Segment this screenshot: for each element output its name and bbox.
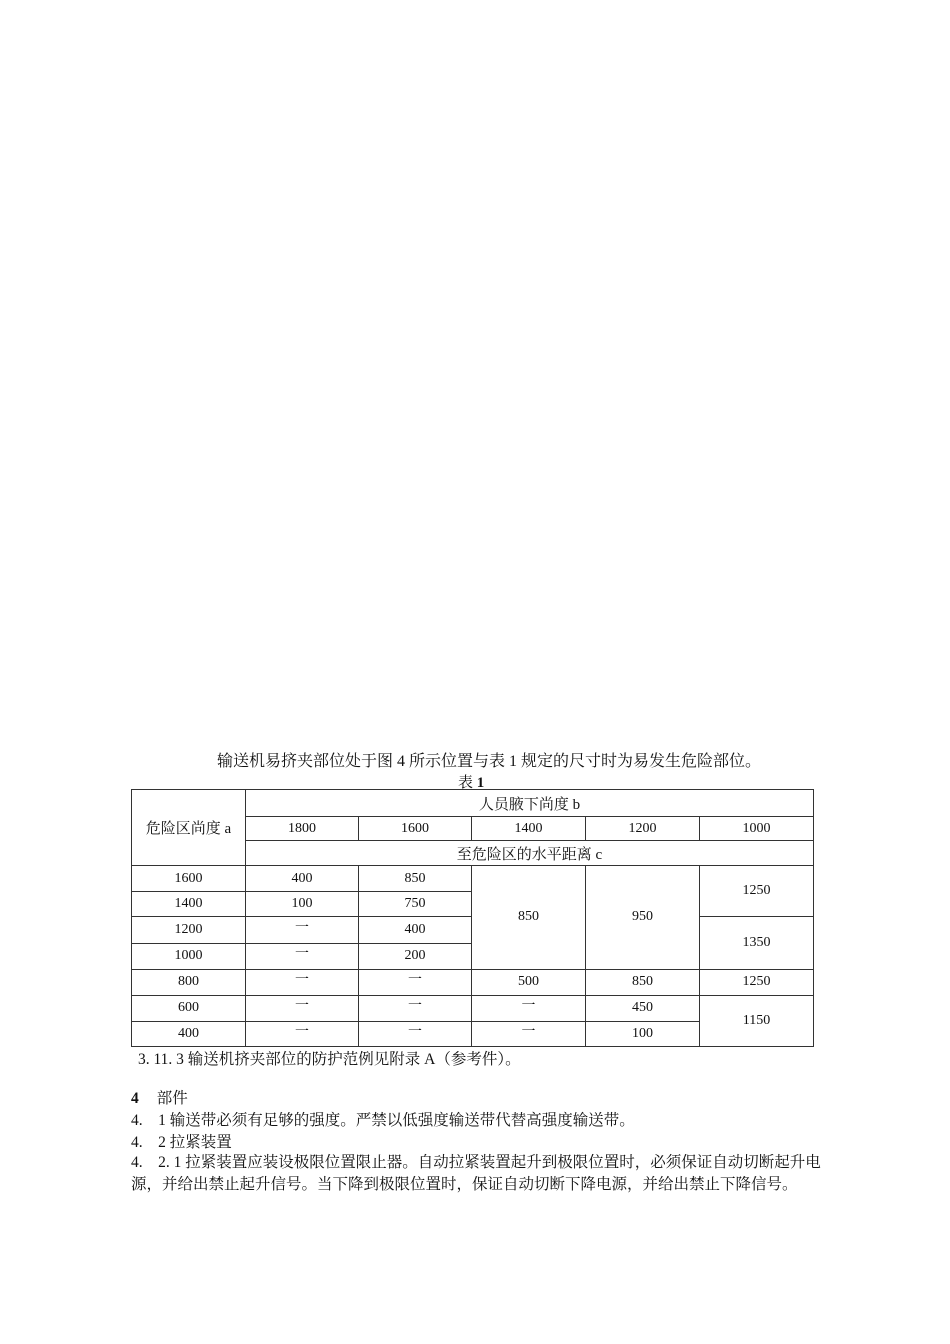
b-value-cell: 1200 — [586, 817, 700, 841]
table-caption-number: 1 — [476, 775, 485, 791]
dash-mark: 一 — [521, 999, 536, 1015]
table-cell — [359, 1021, 472, 1046]
table-cell: 850 — [359, 866, 472, 892]
dash-mark: 一 — [295, 973, 309, 989]
merged-cell: 950 — [586, 866, 700, 969]
note-3-11-3: 3. 11. 3 输送机挤夹部位的防护范例见附录 A（参考件）。 — [138, 1051, 521, 1068]
table-cell — [359, 995, 472, 1021]
section-title: 部件 — [156, 1090, 188, 1107]
table-cell: 100 — [586, 1021, 700, 1046]
merged-cell: 1350 — [700, 917, 814, 969]
a-value-cell: 400 — [132, 1021, 246, 1046]
a-value-cell: 1600 — [132, 866, 246, 892]
section-number: 4 — [131, 1090, 139, 1107]
a-value-cell: 1400 — [132, 892, 246, 917]
dash-mark: 一 — [295, 947, 309, 963]
table-cell — [472, 1021, 586, 1046]
merged-cell: 850 — [472, 866, 586, 969]
table-caption-prefix: 表 — [458, 775, 474, 791]
clause-4-2: 4. 2 拉紧装置 — [131, 1134, 232, 1151]
merged-cell: 1250 — [700, 866, 814, 917]
table-cell: 500 — [472, 969, 586, 995]
row-header-danger-height: 危险区尚度 a — [132, 790, 246, 866]
table-cell: 750 — [359, 892, 472, 917]
a-value-cell: 1200 — [132, 917, 246, 943]
table-cell — [246, 995, 359, 1021]
dash-mark: 一 — [408, 999, 422, 1015]
dash-mark: 一 — [408, 1024, 422, 1040]
dash-mark: 一 — [295, 921, 309, 937]
danger-zone-table — [131, 789, 814, 1047]
b-value-cell: 1000 — [700, 817, 814, 841]
table-cell — [246, 917, 359, 943]
table-cell: 400 — [246, 866, 359, 892]
merged-cell: 1150 — [700, 995, 814, 1046]
dash-mark: 一 — [295, 1024, 309, 1040]
table-cell: 400 — [359, 917, 472, 943]
table-cell: 450 — [586, 995, 700, 1021]
table-cell — [472, 995, 586, 1021]
dash-mark: 一 — [408, 973, 422, 989]
intro-paragraph: 输送机易挤夹部位处于图 4 所示位置与表 1 规定的尺寸时为易发生危险部位。 — [217, 753, 762, 770]
table-cell: 850 — [586, 969, 700, 995]
a-value-cell: 800 — [132, 969, 246, 995]
table-cell: 1250 — [700, 969, 814, 995]
col-group-header-armpit-height: 人员腋下尚度 b — [246, 790, 814, 817]
dash-mark: 一 — [521, 1024, 536, 1040]
table-cell: 200 — [359, 943, 472, 969]
dash-mark: 一 — [295, 999, 309, 1015]
table-cell — [359, 969, 472, 995]
clause-4-1: 4. 1 输送带必须有足够的强度。严禁以低强度输送带代替高强度输送带。 — [131, 1112, 635, 1129]
table-cell — [246, 943, 359, 969]
a-value-cell: 600 — [132, 995, 246, 1021]
b-value-cell: 1800 — [246, 817, 359, 841]
table-cell — [246, 969, 359, 995]
b-value-cell: 1600 — [359, 817, 472, 841]
b-value-cell: 1400 — [472, 817, 586, 841]
distance-header: 至危险区的水平距离 c — [246, 841, 814, 866]
section-4-heading — [131, 1086, 188, 1108]
clause-4-2-1: 4. 2. 1 拉紧装置应装设极限位置限止器。自动拉紧装置起升到极限位置时，必须保证自动切断起升电源，并给出禁止起升信号。当下降到极限位置时，保证自动切断下降电源，并给出禁止下降信号。 — [131, 1154, 821, 1193]
table-cell: 100 — [246, 892, 359, 917]
table-cell — [246, 1021, 359, 1046]
a-value-cell: 1000 — [132, 943, 246, 969]
